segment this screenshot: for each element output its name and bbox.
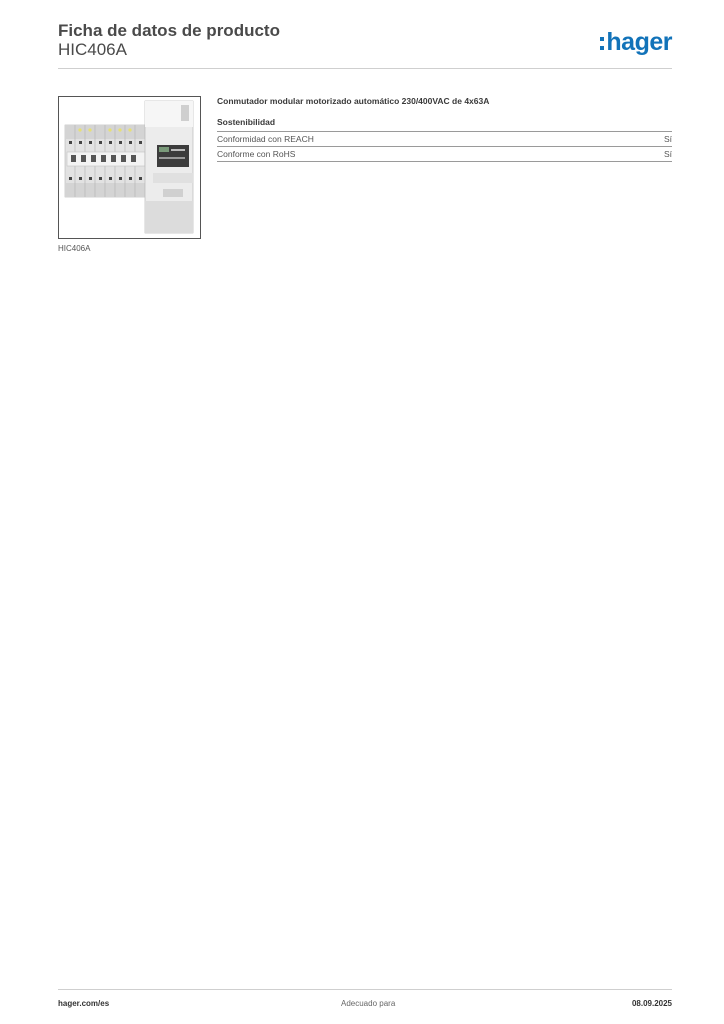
image-caption: HIC406A [58,244,91,253]
spec-row [217,146,672,162]
footer-center-text: Adecuado para [341,999,396,1008]
logo-wordmark: hager [606,27,672,56]
section-heading: Sostenibilidad [217,117,276,127]
footer-website-link[interactable]: hager.com/es [58,999,110,1008]
hager-logo [600,28,672,56]
header-divider [58,68,672,69]
page-title: Ficha de datos de producto [58,21,280,40]
spec-value: Sí [663,134,672,144]
product-image [58,96,201,239]
spec-label: Conformidad con REACH [217,134,314,144]
spec-row [217,131,672,146]
logo-dots [600,37,604,50]
spec-label: Conforme con RoHS [217,149,296,159]
product-illustration [59,97,200,238]
footer-divider [58,989,672,990]
footer-date: 08.09.2025 [631,999,672,1008]
product-code: HIC406A [58,40,127,59]
product-description: Conmutador modular motorizado automático 230/400VAC de 4x63A [217,96,490,106]
spec-value: Sí [663,149,672,159]
spec-table [217,131,672,162]
